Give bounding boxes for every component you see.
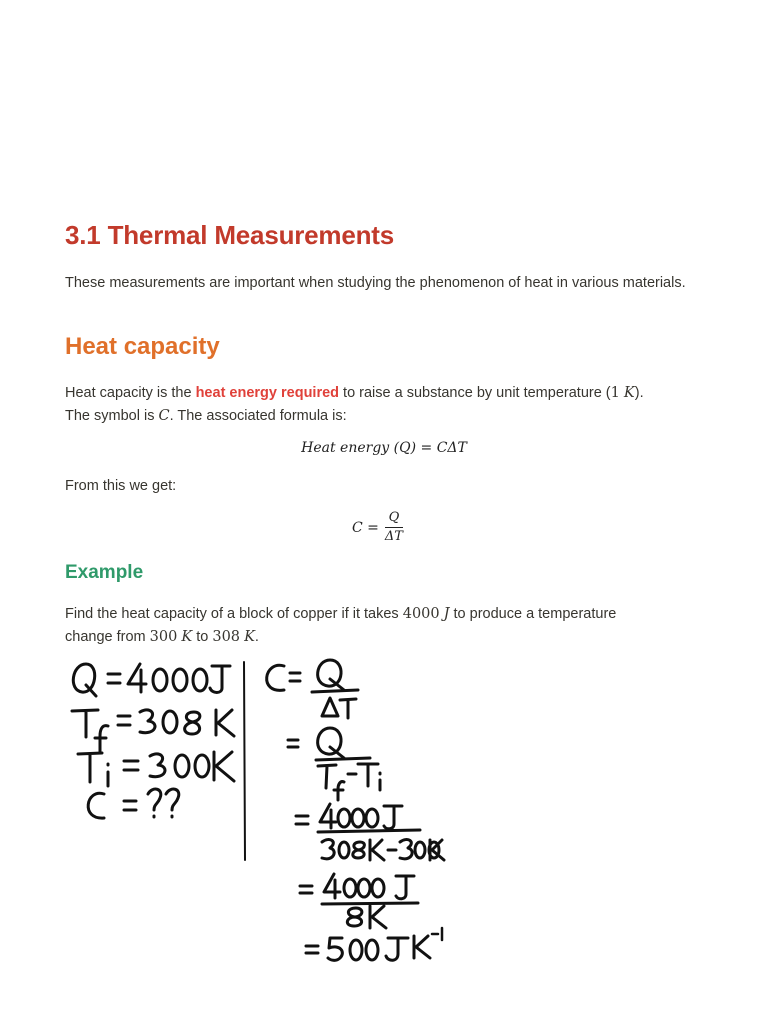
unit-value: 1 — [610, 385, 620, 401]
text-fragment: to raise a substance by unit temperature ( — [339, 385, 611, 401]
heat-capacity-heading: Heat capacity — [65, 333, 220, 360]
intro-paragraph: These measurements are important when studying the phenomenon of heat in various materials. — [65, 275, 686, 291]
temp-from: 300 — [149, 629, 178, 645]
energy-unit: J — [443, 606, 450, 622]
handwriting-drawing — [0, 640, 768, 970]
temp-from-unit: K — [181, 629, 193, 645]
fraction-denominator: ΔT — [384, 529, 403, 544]
text-fragment: Heat capacity is the — [65, 385, 196, 401]
solution-step-4 — [300, 874, 418, 928]
text-fragment: Find the heat capacity of a block of copper if it takes — [65, 606, 403, 622]
fraction-numerator: Q — [388, 510, 400, 525]
text-fragment: . The associated formula is: — [169, 408, 347, 424]
unit-symbol: K — [623, 385, 635, 401]
text-fragment: to produce a temperature — [449, 606, 617, 622]
fraction-bar — [385, 527, 403, 528]
handwritten-solution — [0, 640, 768, 970]
example-heading: Example — [65, 562, 144, 583]
text-fragment: ). — [634, 385, 644, 401]
text-fragment: . — [254, 629, 259, 645]
formula-c-lhs: C = — [352, 519, 379, 536]
solution-step-3 — [296, 804, 444, 860]
heat-capacity-paragraph — [65, 382, 705, 428]
temp-to: 308 — [212, 629, 241, 645]
given-tf — [72, 710, 234, 752]
formula-heat-energy: Heat energy (Q) = CΔT — [301, 440, 467, 456]
text-fragment: The symbol is — [65, 408, 159, 424]
text-fragment: change from — [65, 629, 150, 645]
given-c — [88, 789, 179, 818]
section-title: 3.1 Thermal Measurements — [65, 220, 395, 250]
formula-c — [352, 510, 403, 545]
solution-step-2 — [288, 728, 380, 800]
given-q — [73, 664, 230, 696]
temp-to-unit: K — [244, 629, 255, 645]
highlight-heat-energy: heat energy required — [195, 385, 340, 401]
from-this-text: From this we get: — [65, 478, 177, 494]
divider-line — [244, 662, 245, 860]
symbol-c: C — [158, 408, 170, 424]
text-fragment: to — [192, 629, 213, 645]
energy-value: 4000 — [402, 606, 440, 622]
given-ti — [78, 752, 234, 786]
solution-result — [306, 928, 442, 960]
solution-step-1 — [267, 660, 358, 718]
fraction — [385, 510, 403, 545]
